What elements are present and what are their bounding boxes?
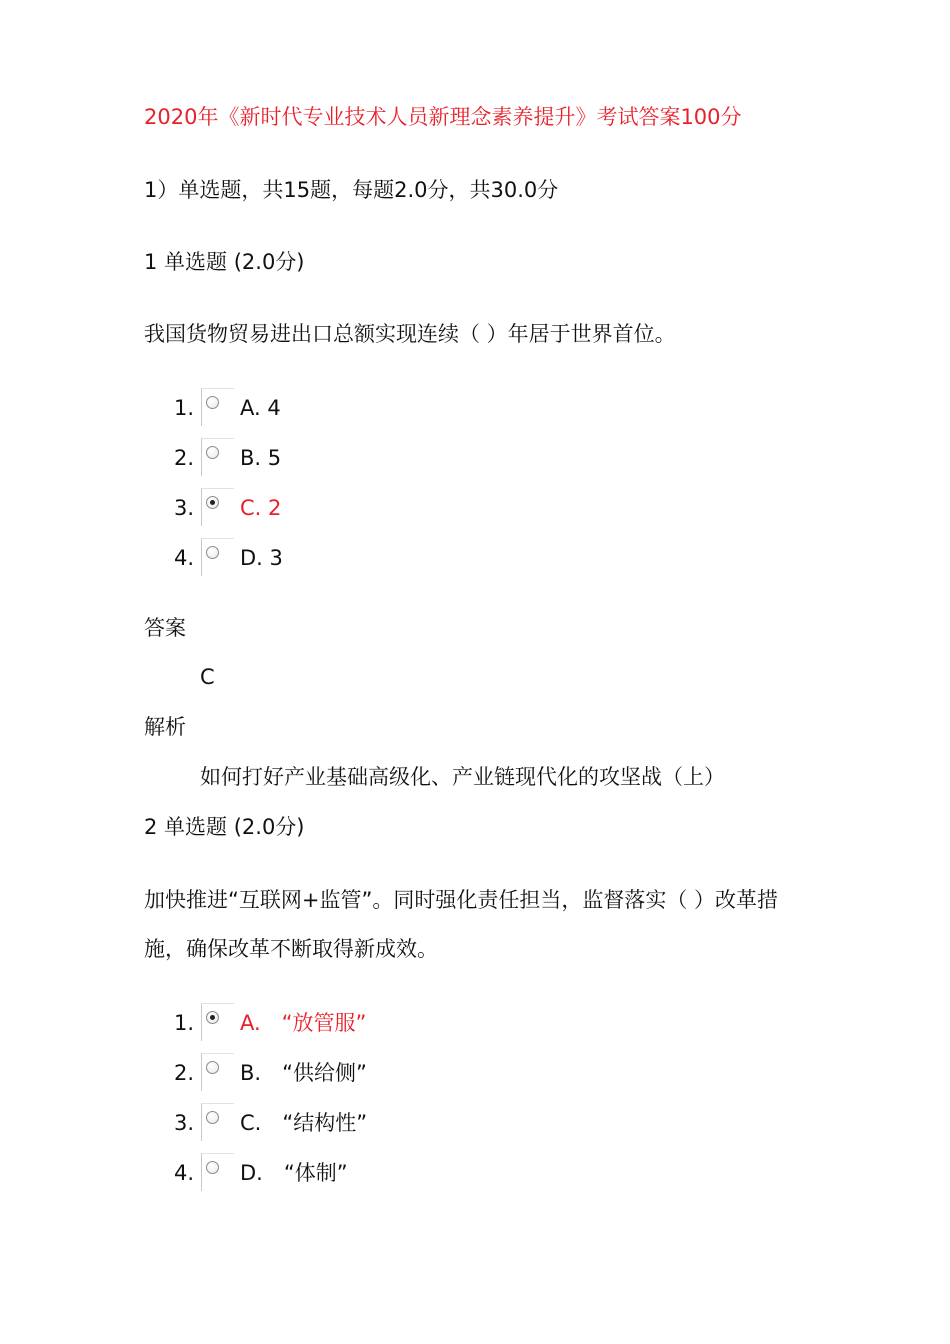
radio-icon[interactable] (206, 546, 219, 559)
option-label: D. “体制” (240, 1161, 348, 1185)
section-heading: 1）单选题，共15题，每题2.0分，共30.0分 (144, 178, 559, 202)
option-number: 4. (173, 1161, 194, 1185)
option-number: 1. (173, 1011, 194, 1035)
question-stem: 加快推进“互联网+监管”。同时强化责任担当，监督落实（ ）改革措 (144, 888, 779, 912)
radio-icon[interactable] (206, 446, 219, 459)
question-header: 2 单选题 (2.0分) (144, 815, 305, 839)
option-radio-cell (201, 1103, 234, 1141)
answer-heading: 答案 (144, 616, 186, 640)
option-number: 4. (173, 546, 194, 570)
option-radio-cell (201, 438, 234, 476)
radio-checked-icon[interactable] (206, 1011, 219, 1024)
option-number: 2. (173, 1061, 194, 1085)
option-label: B. 5 (240, 446, 282, 470)
option-number: 1. (173, 396, 194, 420)
option-number: 3. (173, 1111, 194, 1135)
question-header: 1 单选题 (2.0分) (144, 250, 305, 274)
analysis-heading: 解析 (144, 715, 186, 739)
radio-icon[interactable] (206, 1111, 219, 1124)
radio-icon[interactable] (206, 1161, 219, 1174)
option-number: 3. (173, 496, 194, 520)
option-radio-cell (201, 488, 234, 526)
option-radio-cell (201, 538, 234, 576)
option-radio-cell (201, 388, 234, 426)
answer-value: C (200, 665, 215, 689)
option-radio-cell (201, 1003, 234, 1041)
option-label: D. 3 (240, 546, 283, 570)
option-label: C. “结构性” (240, 1111, 368, 1135)
analysis-text: 如何打好产业基础高级化、产业链现代化的攻坚战（上） (200, 765, 725, 789)
radio-checked-icon[interactable] (206, 496, 219, 509)
option-label: A. 4 (240, 396, 281, 420)
question-stem-continued: 施，确保改革不断取得新成效。 (144, 937, 438, 961)
document-title: 2020年《新时代专业技术人员新理念素养提升》考试答案100分 (144, 105, 742, 129)
option-label: B. “供给侧” (240, 1061, 367, 1085)
question-stem: 我国货物贸易进出口总额实现连续（ ）年居于世界首位。 (144, 322, 676, 346)
option-radio-cell (201, 1153, 234, 1191)
radio-icon[interactable] (206, 1061, 219, 1074)
option-label-correct: A. “放管服” (240, 1011, 367, 1035)
option-number: 2. (173, 446, 194, 470)
option-label-correct: C. 2 (240, 496, 282, 520)
radio-icon[interactable] (206, 396, 219, 409)
option-radio-cell (201, 1053, 234, 1091)
